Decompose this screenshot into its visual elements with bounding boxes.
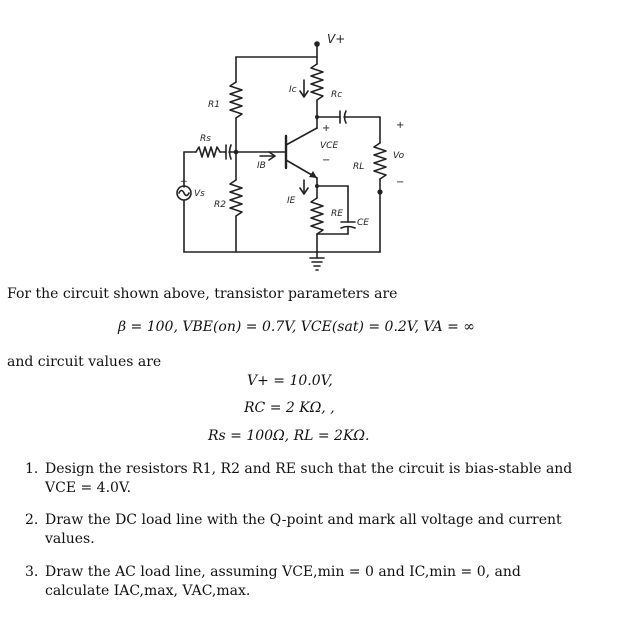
rl-label: RL (353, 162, 365, 172)
r1-label: R1 (208, 100, 220, 110)
circuit-diagram (0, 0, 637, 280)
value-rs-rl: Rs = 100Ω, RL = 2KΩ. (208, 428, 370, 444)
transistor-params: β = 100, VBE(on) = 0.7V, VCE(sat) = 0.2V, VA = ∞ (118, 319, 475, 335)
ib-label: IB (257, 161, 266, 171)
vo-label: Vo (393, 151, 405, 161)
task-number: 3. (25, 564, 39, 580)
task-item (25, 511, 585, 549)
emitter-minus: − (322, 155, 331, 166)
value-vplus: V+ = 10.0V, (247, 373, 333, 389)
r2-label: R2 (214, 200, 226, 210)
r2-resistor (230, 180, 242, 216)
task-number: 2. (25, 512, 39, 528)
vplus-label: V+ (327, 32, 346, 46)
task-text: Design the resistors R1, R2 and RE such that the circuit is bias-stable and VCE = 4.0V. (45, 461, 573, 496)
ic-label: Ic (289, 85, 297, 95)
ce-label: CE (357, 218, 369, 228)
intro-text: For the circuit shown above, transistor parameters are (7, 286, 398, 302)
collector-plus: + (322, 123, 331, 134)
vo-minus: − (396, 177, 405, 188)
value-rc: RC = 2 KΩ, , (244, 400, 335, 416)
task-number: 1. (25, 461, 39, 477)
source-plus: + (180, 177, 188, 187)
r1-resistor (230, 82, 242, 118)
rc-resistor (311, 64, 323, 100)
re-label: RE (331, 209, 343, 219)
re-resistor (311, 198, 323, 234)
task-item (25, 563, 585, 601)
vs-label: Vs (194, 189, 205, 199)
rs-resistor (196, 147, 220, 157)
task-item (25, 460, 585, 498)
task-text: Draw the DC load line with the Q-point and mark all voltage and current values. (45, 512, 562, 547)
vo-plus: + (396, 120, 405, 131)
circuit-values-intro: and circuit values are (7, 354, 162, 370)
task-text: Draw the AC load line, assuming VCE,min = 0 and IC,min = 0, and calculate IAC,max, VAC,max. (45, 564, 521, 599)
vce-label: VCE (320, 141, 339, 151)
rl-resistor (374, 143, 386, 179)
ie-label: IE (287, 196, 296, 206)
rs-label: Rs (200, 134, 211, 144)
rc-label: Rc (331, 90, 343, 100)
